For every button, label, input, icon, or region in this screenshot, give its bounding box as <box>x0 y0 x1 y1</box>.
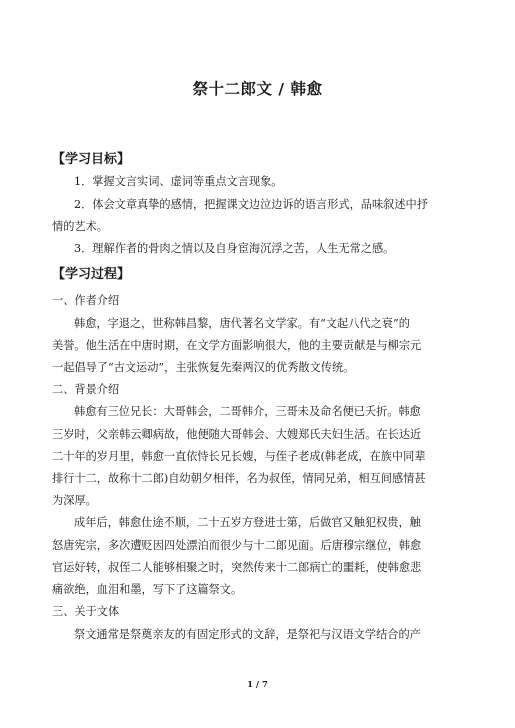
process-heading: 【学习过程】 <box>52 267 131 282</box>
section2-heading: 二、背景介绍 <box>52 383 120 396</box>
section2-line-3: 二十年的岁月里，韩愈一直依恃长兄长嫂，与侄子老成(韩老成，在族中同辈 <box>52 450 426 463</box>
section2-line-9: 痛欲绝，血泪和墨，写下了这篇祭文。 <box>52 583 243 596</box>
objective-2-cont: 情的艺术。 <box>52 220 108 233</box>
section3-heading: 三、关于文体 <box>52 605 120 618</box>
section1-heading: 一、作者介绍 <box>52 294 120 307</box>
section2-line-4: 排行十二，故称十二郎)自幼朝夕相伴，名为叔侄，情同兄弟，相互间感情甚 <box>52 472 426 485</box>
page-number: 1 / 7 <box>247 680 268 690</box>
section2-line-1: 韩愈有三位兄长：大哥韩会，二哥韩介，三哥未及命名便已夭折。韩愈 <box>74 405 421 418</box>
section2-line-8: 官运好转，叔侄二人能够相聚之时，突然传来十二郎病亡的噩耗，使韩愈悲 <box>52 561 422 574</box>
section1-line-1: 韩愈，字退之，世称韩昌黎，唐代著名文学家。有“文起八代之衰”的 <box>74 317 410 330</box>
section2-line-5: 为深厚。 <box>52 494 97 507</box>
section1-line-3: 一起倡导了“古文运动”，主张恢复先秦两汉的优秀散文传统。 <box>52 361 355 374</box>
section1-line-2: 美誉。他生活在中唐时期，在文学方面影响很大，他的主要贡献是与柳宗元 <box>52 339 422 352</box>
section2-line-6: 成年后，韩愈仕途不顺，二十五岁方登进士第，后做官又触犯权贵，触 <box>74 516 421 529</box>
section2-line-2: 三岁时，父亲韩云卿病故，他便随大哥韩会、大嫂郑氏夫妇生活。在长达近 <box>52 428 422 441</box>
objective-2: 2．体会文章真挚的感情，把握课文边泣边诉的语言形式，品味叙述中抒 <box>74 198 428 211</box>
section2-line-7: 怒唐宪宗，多次遭贬因四处漂泊而很少与十二郎见面。后唐穆宗继位，韩愈 <box>52 539 422 552</box>
objective-3: 3．理解作者的骨肉之情以及自身宦海沉浮之苦，人生无常之感。 <box>74 242 395 255</box>
page-title: 祭十二郎文 / 韩愈 <box>192 80 323 98</box>
objectives-heading: 【学习目标】 <box>52 152 131 167</box>
section3-line-1: 祭文通常是祭奠亲友的有固定形式的文辞，是祭祀与汉语文学结合的产 <box>74 628 421 641</box>
objective-1: 1．掌握文言实词、虚词等重点文言现象。 <box>74 175 283 188</box>
